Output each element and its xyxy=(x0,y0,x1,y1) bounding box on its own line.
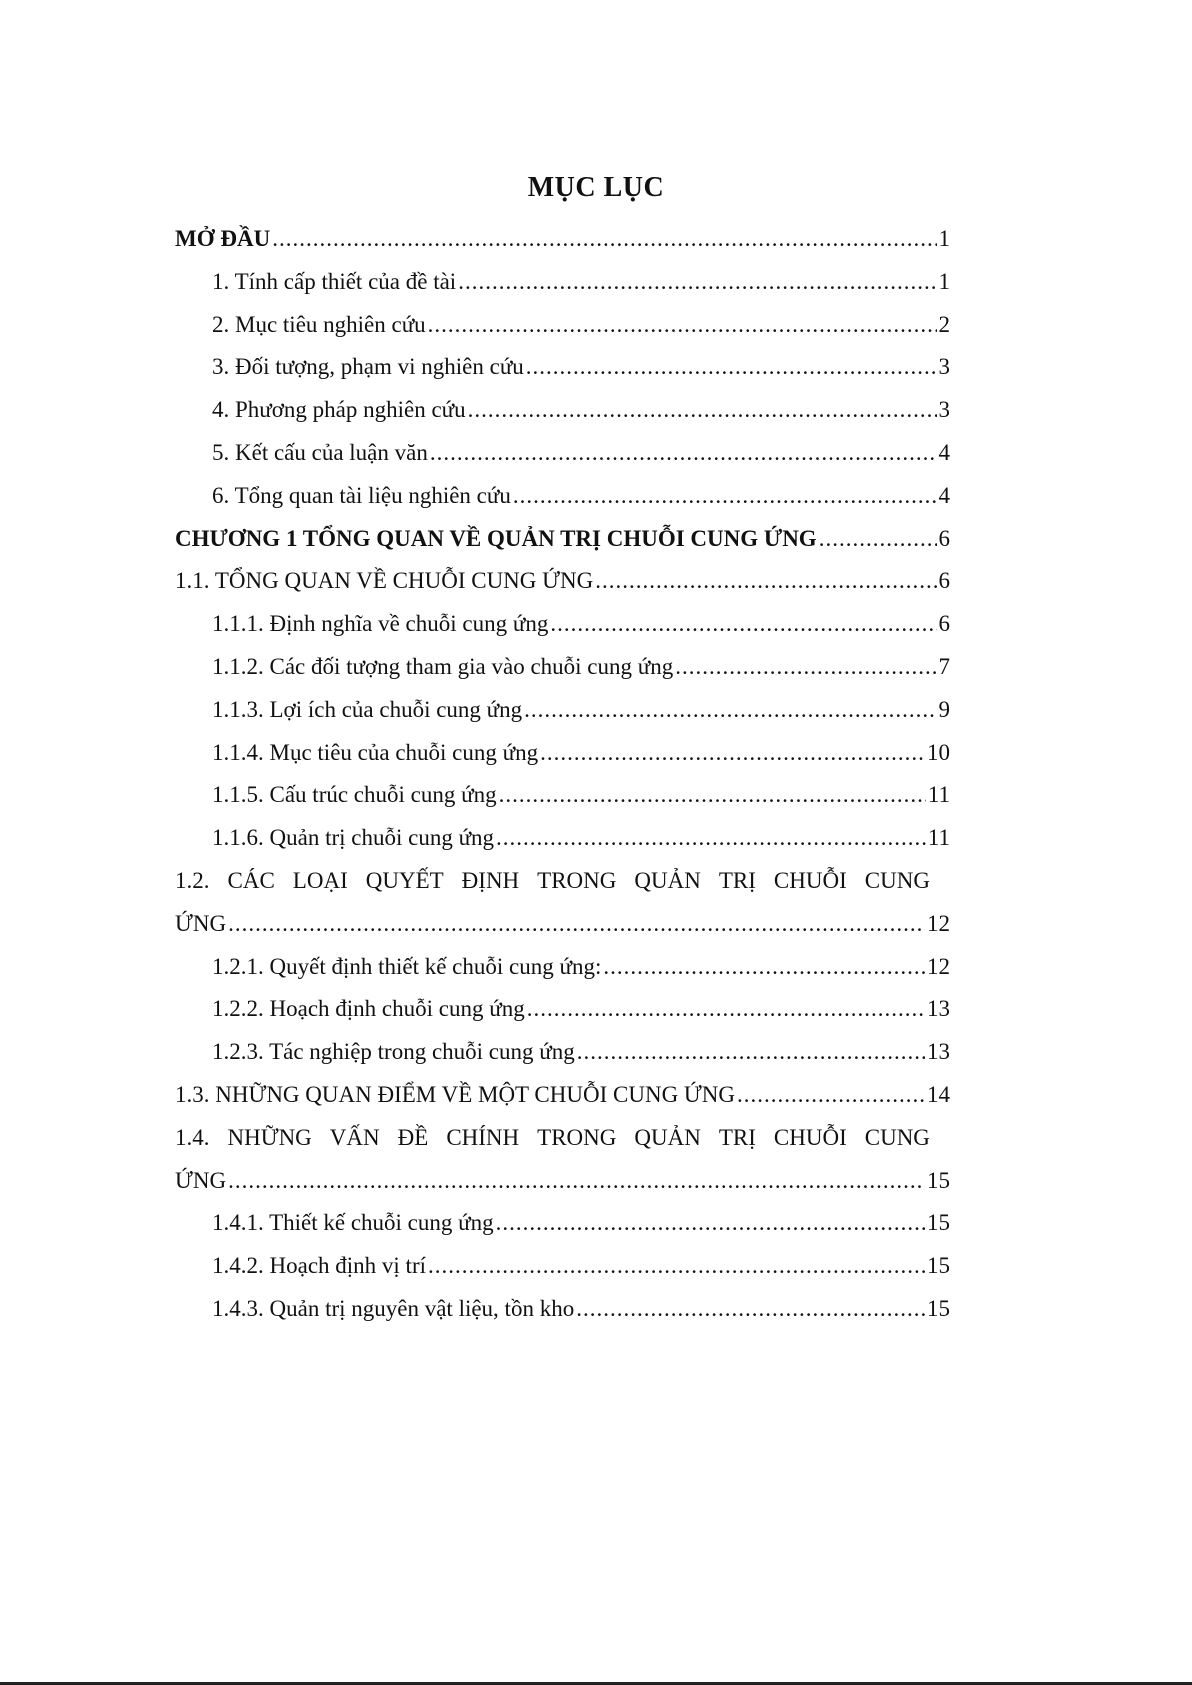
toc-entry xyxy=(175,603,950,646)
toc-word: ĐỊNH xyxy=(461,867,520,893)
toc-entry-label: 1.1.4. Mục tiêu của chuỗi cung ứng xyxy=(212,739,539,765)
toc-entry-page: 1 xyxy=(938,226,950,251)
table-of-contents xyxy=(175,218,950,1331)
toc-entry-page: 13 xyxy=(927,1039,950,1065)
toc-entry-label: MỞ ĐẦU xyxy=(175,226,271,251)
toc-entry-label: 1.1.5. Cấu trúc chuỗi cung ứng xyxy=(212,782,497,808)
toc-entry-page: 10 xyxy=(927,739,950,765)
toc-entry-label: 1.1.3. Lợi ích của chuỗi cung ứng xyxy=(212,696,523,722)
toc-entry-section xyxy=(175,1117,950,1160)
toc-entry-section xyxy=(175,560,950,603)
toc-entry xyxy=(175,475,950,518)
toc-entry-page: 12 xyxy=(927,910,950,936)
toc-entry-label: 1.4.3. Quản trị nguyên vật liệu, tồn kho xyxy=(212,1295,575,1321)
toc-entry-label: 1. Tính cấp thiết của đề tài xyxy=(212,268,457,294)
toc-word: QUẢN xyxy=(634,1124,701,1150)
toc-entry-section-continued xyxy=(175,1160,950,1203)
toc-entry-section xyxy=(175,860,950,903)
toc-entry xyxy=(175,732,950,775)
toc-word: TRONG xyxy=(537,1124,617,1150)
toc-entry-label: CHƯƠNG 1 TỔNG QUAN VỀ QUẢN TRỊ CHUỖI CUNG ỨNG xyxy=(175,525,817,551)
dot-leader xyxy=(428,1245,925,1288)
toc-entry-page: 12 xyxy=(927,953,950,979)
dot-leader xyxy=(595,560,936,603)
toc-entry-page: 15 xyxy=(927,1210,950,1236)
dot-leader xyxy=(228,1160,925,1203)
toc-word: TRONG xyxy=(537,867,617,893)
toc-word: CÁC xyxy=(227,867,275,893)
toc-entry-label: 5. Kết cấu của luận văn xyxy=(212,439,428,465)
toc-word: CUNG xyxy=(864,1124,930,1150)
toc-entry xyxy=(175,689,950,732)
toc-word: LOẠI xyxy=(292,867,348,893)
toc-entry xyxy=(175,1245,950,1288)
toc-entry-page: 6 xyxy=(938,525,950,551)
toc-entry xyxy=(175,346,950,389)
toc-entry-label: 1.3. NHỮNG QUAN ĐIỂM VỀ MỘT CHUỖI CUNG ỨNG xyxy=(175,1081,735,1107)
dot-leader xyxy=(550,603,936,646)
toc-entry xyxy=(175,946,950,989)
toc-entry xyxy=(175,1031,950,1074)
dot-leader xyxy=(737,1074,925,1117)
dot-leader xyxy=(228,903,925,946)
toc-entry xyxy=(175,261,950,304)
dot-leader xyxy=(458,261,936,304)
dot-leader xyxy=(513,475,937,518)
toc-entry xyxy=(175,1202,950,1245)
dot-leader xyxy=(272,218,936,261)
dot-leader xyxy=(524,689,936,732)
toc-entry xyxy=(175,774,950,817)
toc-entry-section xyxy=(175,1074,950,1117)
toc-entry-chapter xyxy=(175,518,950,561)
dot-leader xyxy=(430,432,937,475)
toc-word: QUẢN xyxy=(634,867,701,893)
toc-entry-page: 3 xyxy=(938,354,950,380)
toc-entry-page: 13 xyxy=(927,996,950,1022)
toc-word: 1.4. xyxy=(175,1124,210,1150)
toc-entry-page: 6 xyxy=(938,611,950,637)
toc-word: TRỊ xyxy=(718,867,756,893)
toc-entry-page: 4 xyxy=(938,439,950,465)
toc-entry-label: 1.2.3. Tác nghiệp trong chuỗi cung ứng xyxy=(212,1039,575,1065)
toc-word: ĐỀ xyxy=(397,1124,429,1150)
toc-entry-page: 11 xyxy=(927,782,950,808)
toc-entry-label-justified xyxy=(175,860,950,903)
toc-entry xyxy=(175,646,950,689)
toc-entry-label: 1.4.1. Thiết kế chuỗi cung ứng xyxy=(212,1210,494,1236)
toc-entry-page: 7 xyxy=(938,653,950,679)
dot-leader xyxy=(496,1202,925,1245)
toc-entry-page: 15 xyxy=(927,1253,950,1279)
toc-entry xyxy=(175,1288,950,1331)
toc-title: MỤC LỤC xyxy=(527,172,665,203)
toc-word: CHUỖI xyxy=(773,867,847,893)
toc-entry xyxy=(175,988,950,1031)
toc-entry-page: 6 xyxy=(938,568,950,594)
toc-entry-page: 15 xyxy=(927,1295,950,1321)
toc-entry-label: 3. Đối tượng, phạm vi nghiên cứu xyxy=(212,354,524,380)
toc-entry-label-justified xyxy=(175,1117,950,1160)
toc-entry-page: 4 xyxy=(938,482,950,508)
dot-leader xyxy=(819,518,937,561)
toc-word: CUNG xyxy=(864,867,930,893)
toc-word: 1.2. xyxy=(175,867,210,893)
dot-leader xyxy=(496,817,926,860)
toc-entry-page: 2 xyxy=(938,311,950,337)
dot-leader xyxy=(468,389,937,432)
toc-entry-label: 2. Mục tiêu nghiên cứu xyxy=(212,311,426,337)
toc-entry-label: ỨNG xyxy=(175,1167,227,1193)
toc-entry-page: 15 xyxy=(927,1167,950,1193)
dot-leader xyxy=(428,304,937,347)
toc-word: CHÍNH xyxy=(446,1124,520,1150)
toc-entry-label: 1.1.6. Quản trị chuỗi cung ứng xyxy=(212,825,495,851)
toc-word: QUYẾT xyxy=(365,867,444,893)
dot-leader xyxy=(526,346,937,389)
toc-entry-label: 1.4.2. Hoạch định vị trí xyxy=(212,1253,426,1279)
toc-entry-section-continued xyxy=(175,903,950,946)
dot-leader xyxy=(527,988,925,1031)
toc-word: NHỮNG xyxy=(227,1124,312,1150)
toc-entry-page: 3 xyxy=(938,397,950,423)
toc-entry xyxy=(175,218,950,261)
dot-leader xyxy=(577,1031,925,1074)
toc-entry-label: 1.2.2. Hoạch định chuỗi cung ứng xyxy=(212,996,525,1022)
toc-entry-label: 6. Tổng quan tài liệu nghiên cứu xyxy=(212,482,511,508)
toc-entry-page: 14 xyxy=(927,1081,950,1107)
dot-leader xyxy=(499,774,926,817)
toc-entry xyxy=(175,432,950,475)
toc-entry-label: 1.2.1. Quyết định thiết kế chuỗi cung ứng: xyxy=(212,953,602,979)
toc-entry-label: 1.1. TỔNG QUAN VỀ CHUỖI CUNG ỨNG xyxy=(175,568,594,594)
toc-entry-label: 1.1.2. Các đối tượng tham gia vào chuỗi cung ứng xyxy=(212,653,674,679)
toc-entry-page: 9 xyxy=(938,696,950,722)
dot-leader xyxy=(675,646,936,689)
toc-word: CHUỖI xyxy=(773,1124,847,1150)
dot-leader xyxy=(603,946,925,989)
toc-entry-page: 1 xyxy=(938,268,950,294)
toc-word: VẤN xyxy=(329,1124,380,1150)
toc-entry-label: ỨNG xyxy=(175,910,227,936)
toc-entry xyxy=(175,817,950,860)
toc-entry-label: 1.1.1. Định nghĩa về chuỗi cung ứng xyxy=(212,611,549,637)
toc-entry-page: 11 xyxy=(927,825,950,851)
dot-leader xyxy=(540,732,925,775)
dot-leader xyxy=(576,1288,925,1331)
toc-word: TRỊ xyxy=(718,1124,756,1150)
toc-entry-label: 4. Phương pháp nghiên cứu xyxy=(212,397,466,423)
toc-entry xyxy=(175,304,950,347)
toc-entry xyxy=(175,389,950,432)
